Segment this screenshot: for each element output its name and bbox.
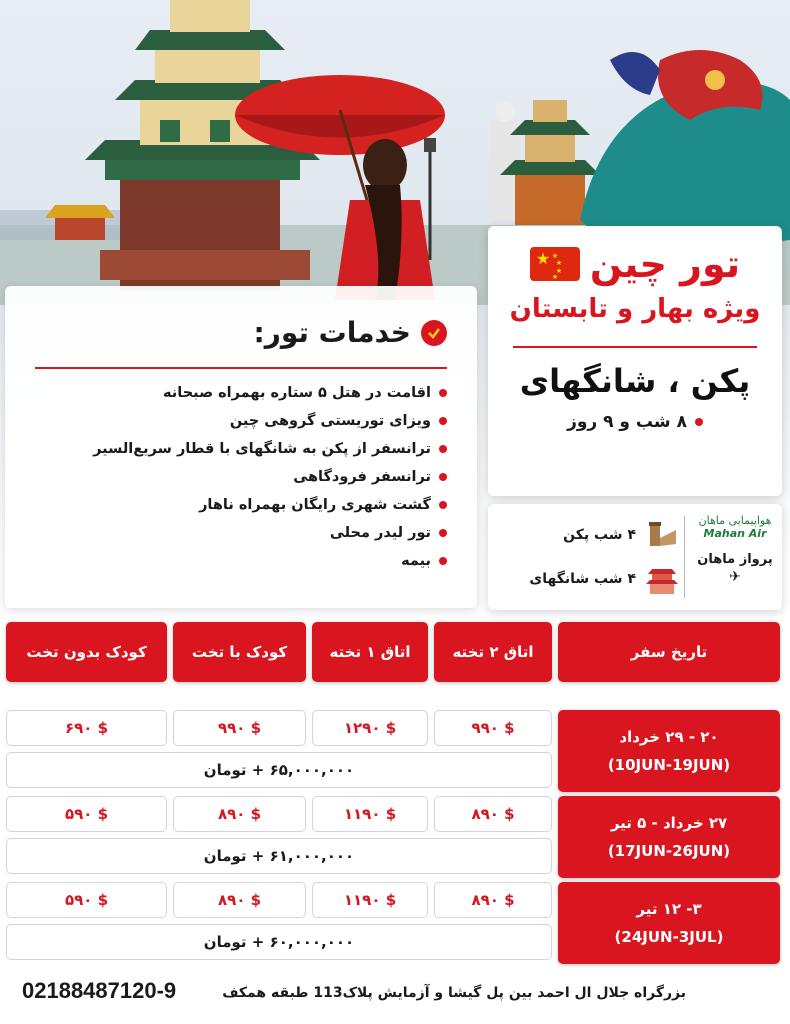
header-child-with-bed: کودک با تخت <box>173 622 306 682</box>
list-item: تور لیدر محلی <box>35 519 447 547</box>
bullet-icon <box>439 529 447 537</box>
list-item: ترانسفر فرودگاهی <box>35 463 447 491</box>
header-child-no-bed: کودک بدون تخت <box>6 622 167 682</box>
price-single-row3: ۱۱۹۰ $ <box>312 882 428 918</box>
bullet-icon <box>439 445 447 453</box>
tour-title-card <box>488 226 782 496</box>
title-divider <box>513 346 757 348</box>
nights-row-beijing: ۴ شب پکن <box>563 520 678 550</box>
mahan-air-logo: هواپیمایی ماهان Mahan Air <box>698 514 772 540</box>
bullet-icon <box>439 501 447 509</box>
price-double-row3: ۸۹۰ $ <box>434 882 552 918</box>
services-divider <box>35 367 447 369</box>
price-double-row1: ۹۹۰ $ <box>434 710 552 746</box>
header-date: تاریخ سفر <box>558 622 780 682</box>
list-item: بیمه <box>35 547 447 575</box>
bullet-icon <box>439 557 447 565</box>
bullet-icon <box>439 473 447 481</box>
date-cell-row3: ۳- ۱۲ تیر (24JUN-3JUL) <box>558 882 780 964</box>
price-child-nobed-row1: ۶۹۰ $ <box>6 710 167 746</box>
price-single-row1: ۱۲۹۰ $ <box>312 710 428 746</box>
price-child-bed-row2: ۸۹۰ $ <box>173 796 306 832</box>
price-child-bed-row3: ۸۹۰ $ <box>173 882 306 918</box>
contact-address: بزرگراه جلال ال احمد بین پل گیشا و آزمایش پلاک113 طبقه همکف <box>222 985 686 1001</box>
airplane-icon: ✈ <box>729 569 741 585</box>
list-item: اقامت در هتل ۵ ستاره بهمراه صبحانه <box>35 379 447 407</box>
bullet-icon <box>439 417 447 425</box>
price-child-bed-row1: ۹۹۰ $ <box>173 710 306 746</box>
toman-row2: ۶۱,۰۰۰,۰۰۰ + تومان <box>6 838 552 874</box>
nights-row-shanghai: ۴ شب شانگهای <box>529 564 678 594</box>
header-single-room: اتاق ۱ تخته <box>312 622 428 682</box>
tour-subtitle: ویژه بهار و تابستان <box>509 294 761 324</box>
list-item: گشت شهری رایگان بهمراه ناهار <box>35 491 447 519</box>
great-wall-icon <box>646 520 678 550</box>
tour-duration-text: ۸ شب و ۹ روز <box>567 412 687 432</box>
tour-duration <box>488 412 782 432</box>
pagoda-icon <box>646 564 678 594</box>
list-item: ویزای توریستی گروهی چین <box>35 407 447 435</box>
services-heading <box>35 316 447 349</box>
header-double-room: اتاق ۲ تخته <box>434 622 552 682</box>
list-item: ترانسفر از پکن به شانگهای با قطار سریع‌السیر <box>35 435 447 463</box>
flight-info-card <box>488 504 782 610</box>
bullet-icon <box>695 418 703 426</box>
services-list <box>35 379 447 575</box>
price-double-row2: ۸۹۰ $ <box>434 796 552 832</box>
date-cell-row1: ۲۰ - ۲۹ خرداد (10JUN-19JUN) <box>558 710 780 792</box>
china-flag-icon: ★ ★ ★ ★ ★ <box>530 247 580 281</box>
bullet-icon <box>439 389 447 397</box>
flight-label: پرواز ماهان <box>697 552 773 567</box>
contact-phone[interactable]: 02188487120-9 <box>22 978 177 1003</box>
services-card <box>5 286 477 608</box>
airline-block <box>694 514 776 602</box>
flight-divider <box>684 516 685 598</box>
price-child-nobed-row3: ۵۹۰ $ <box>6 882 167 918</box>
tour-title: تور چین <box>589 242 741 286</box>
tour-cities: پکن ، شانگهای <box>519 362 751 400</box>
services-title: خدمات تور: <box>253 316 411 349</box>
price-single-row2: ۱۱۹۰ $ <box>312 796 428 832</box>
toman-row3: ۶۰,۰۰۰,۰۰۰ + تومان <box>6 924 552 960</box>
date-cell-row2: ۲۷ خرداد - ۵ تیر (17JUN-26JUN) <box>558 796 780 878</box>
toman-row1: ۶۵,۰۰۰,۰۰۰ + تومان <box>6 752 552 788</box>
check-badge-icon <box>421 320 447 346</box>
price-child-nobed-row2: ۵۹۰ $ <box>6 796 167 832</box>
